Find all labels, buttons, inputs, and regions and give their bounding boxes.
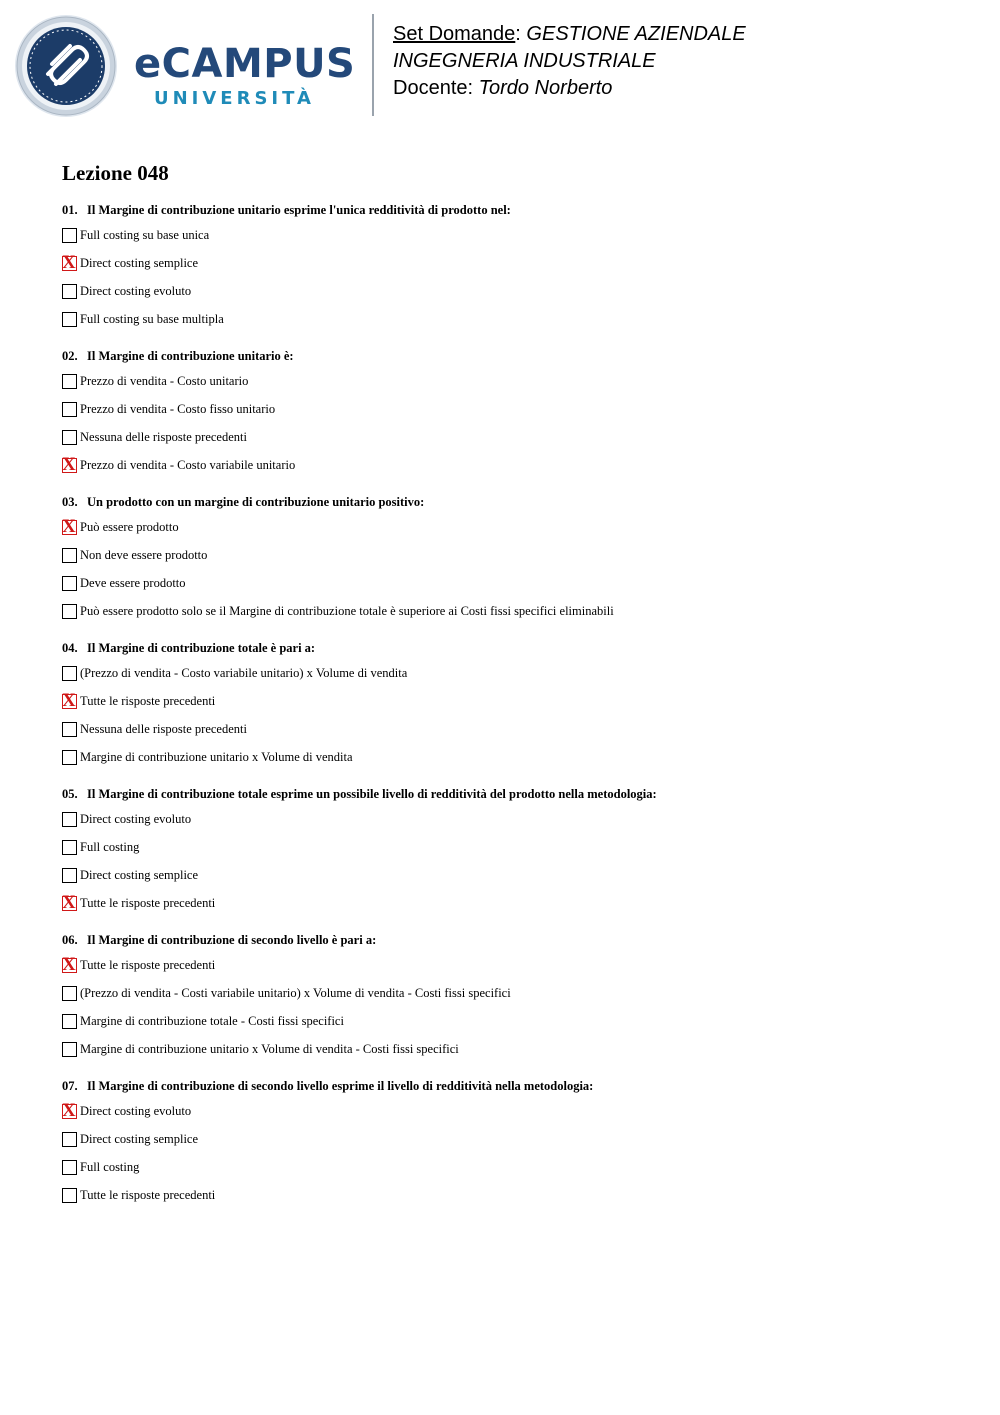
checkbox[interactable] xyxy=(62,604,77,619)
checkbox[interactable] xyxy=(62,548,77,563)
question-5 xyxy=(62,784,962,917)
answer-option[interactable] xyxy=(62,1097,962,1125)
answer-label: Tutte le risposte precedenti xyxy=(80,1187,216,1202)
answer-label: Full costing su base unica xyxy=(80,227,210,242)
checked-checkbox[interactable] xyxy=(62,251,77,273)
teacher-name: Tordo Norberto xyxy=(478,77,613,99)
checked-checkbox[interactable] xyxy=(62,515,77,537)
ecampus-seal-logo xyxy=(14,14,118,118)
checkbox[interactable] xyxy=(62,812,77,827)
checked-checkbox[interactable] xyxy=(62,891,77,913)
answer-label: Full costing xyxy=(80,1159,140,1174)
question-text xyxy=(62,930,962,951)
answer-label: Può essere prodotto xyxy=(80,519,179,534)
answer-option[interactable] xyxy=(62,249,962,277)
answer-option[interactable] xyxy=(62,715,962,743)
checked-checkbox[interactable] xyxy=(62,953,77,975)
answer-option[interactable] xyxy=(62,597,962,625)
answer-option[interactable] xyxy=(62,221,962,249)
question-3 xyxy=(62,492,962,625)
answer-label: Full costing su base multipla xyxy=(80,311,224,326)
x-mark-icon: X xyxy=(62,251,76,273)
answer-label: Full costing xyxy=(80,839,140,854)
course-line xyxy=(393,48,656,75)
checkbox[interactable] xyxy=(62,722,77,737)
set-line: Set Domande: GESTIONE AZIENDALE xyxy=(393,23,746,45)
answer-label: Prezzo di vendita - Costo fisso unitario xyxy=(80,401,276,416)
question-number: 04. xyxy=(62,641,78,655)
answer-option[interactable] xyxy=(62,805,962,833)
answer-label: Tutte le risposte precedenti xyxy=(80,957,216,972)
answer-label: Direct costing semplice xyxy=(80,1131,199,1146)
checkbox[interactable] xyxy=(62,1188,77,1203)
question-label: Il Margine di contribuzione totale è pari a: xyxy=(87,641,316,655)
question-2 xyxy=(62,346,962,479)
question-label: Un prodotto con un margine di contribuzione unitario positivo: xyxy=(87,495,425,509)
answer-option[interactable] xyxy=(62,743,962,771)
answer-label: Nessuna delle risposte precedenti xyxy=(80,721,247,736)
answer-label: Direct costing evoluto xyxy=(80,811,192,826)
answer-label: (Prezzo di vendita - Costi variabile unitario) x Volume di vendita - Costi fissi specifici xyxy=(80,985,511,1000)
question-text xyxy=(62,784,962,805)
checked-checkbox[interactable] xyxy=(62,689,77,711)
question-1 xyxy=(62,200,962,333)
x-mark-icon: X xyxy=(62,453,76,475)
question-7 xyxy=(62,1076,962,1209)
checkbox[interactable] xyxy=(62,840,77,855)
question-label: Il Margine di contribuzione di secondo livello esprime il livello di redditività nella metodologia: xyxy=(87,1079,594,1093)
lesson-title: Lezione 048 xyxy=(62,161,169,185)
answer-option[interactable] xyxy=(62,277,962,305)
checkbox[interactable] xyxy=(62,1160,77,1175)
answer-option[interactable] xyxy=(62,861,962,889)
answer-option[interactable] xyxy=(62,889,962,917)
answer-label: Direct costing semplice xyxy=(80,867,199,882)
answer-option[interactable] xyxy=(62,833,962,861)
question-label: Il Margine di contribuzione totale esprime un possibile livello di redditività del prodotto nella metodologia: xyxy=(87,787,657,801)
checkbox[interactable] xyxy=(62,1042,77,1057)
question-label: Il Margine di contribuzione unitario esprime l'unica redditività di prodotto nel: xyxy=(87,203,511,217)
answer-option[interactable] xyxy=(62,1125,962,1153)
answer-option[interactable] xyxy=(62,541,962,569)
checkbox[interactable] xyxy=(62,750,77,765)
answer-option[interactable] xyxy=(62,367,962,395)
answer-option[interactable] xyxy=(62,1181,962,1209)
checkbox[interactable] xyxy=(62,284,77,299)
question-text xyxy=(62,638,962,659)
question-number: 06. xyxy=(62,933,78,947)
question-number: 02. xyxy=(62,349,78,363)
brand-subtitle: UNIVERSITÀ xyxy=(154,88,315,109)
question-text xyxy=(62,1076,962,1097)
answer-label: Deve essere prodotto xyxy=(80,575,186,590)
answer-option[interactable] xyxy=(62,1007,962,1035)
checkbox[interactable] xyxy=(62,402,77,417)
x-mark-icon: X xyxy=(62,1099,76,1121)
checkbox[interactable] xyxy=(62,312,77,327)
x-mark-icon: X xyxy=(62,515,76,537)
answer-option[interactable] xyxy=(62,569,962,597)
answer-label: Nessuna delle risposte precedenti xyxy=(80,429,247,444)
answer-option[interactable] xyxy=(62,1035,962,1063)
answer-label: Prezzo di vendita - Costo variabile unitario xyxy=(80,457,296,472)
x-mark-icon: X xyxy=(62,689,76,711)
checkbox[interactable] xyxy=(62,666,77,681)
checkbox[interactable] xyxy=(62,868,77,883)
answer-option[interactable] xyxy=(62,687,962,715)
checkbox[interactable] xyxy=(62,1014,77,1029)
answer-option[interactable] xyxy=(62,305,962,333)
question-list xyxy=(62,200,962,1222)
question-text xyxy=(62,346,962,367)
checkbox[interactable] xyxy=(62,986,77,1001)
x-mark-icon: X xyxy=(62,891,76,913)
answer-label: Può essere prodotto solo se il Margine di contribuzione totale è superiore ai Costi fissi specifici eliminabili xyxy=(80,603,614,618)
answer-option[interactable] xyxy=(62,951,962,979)
set-value-1: GESTIONE AZIENDALE xyxy=(526,23,746,45)
brand-name: eCAMPUS xyxy=(134,41,356,87)
checkbox[interactable] xyxy=(62,228,77,243)
question-label: Il Margine di contribuzione unitario è: xyxy=(87,349,294,363)
answer-option[interactable] xyxy=(62,451,962,479)
answer-option[interactable] xyxy=(62,659,962,687)
answer-label: Tutte le risposte precedenti xyxy=(80,895,216,910)
checked-checkbox[interactable] xyxy=(62,453,77,475)
answer-option[interactable] xyxy=(62,423,962,451)
answer-label: Non deve essere prodotto xyxy=(80,547,208,562)
question-number: 01. xyxy=(62,203,78,217)
set-value-2: INGEGNERIA INDUSTRIALE xyxy=(393,50,656,72)
answer-label: Prezzo di vendita - Costo unitario xyxy=(80,373,249,388)
question-4 xyxy=(62,638,962,771)
answer-label: Margine di contribuzione unitario x Volume di vendita - Costi fissi specifici xyxy=(80,1041,459,1056)
ecampus-wordmark xyxy=(134,40,356,114)
question-text xyxy=(62,200,962,221)
question-number: 05. xyxy=(62,787,78,801)
answer-label: Margine di contribuzione unitario x Volume di vendita xyxy=(80,749,353,764)
question-text xyxy=(62,492,962,513)
question-number: 03. xyxy=(62,495,78,509)
answer-label: (Prezzo di vendita - Costo variabile unitario) x Volume di vendita xyxy=(80,665,408,680)
set-label: Set Domande xyxy=(393,23,516,45)
checkbox[interactable] xyxy=(62,576,77,591)
answer-label: Direct costing evoluto xyxy=(80,1103,192,1118)
answer-option[interactable] xyxy=(62,1153,962,1181)
teacher-label: Docente xyxy=(393,77,468,99)
checked-checkbox[interactable] xyxy=(62,1099,77,1121)
answer-label: Tutte le risposte precedenti xyxy=(80,693,216,708)
answer-option[interactable] xyxy=(62,979,962,1007)
checkbox[interactable] xyxy=(62,430,77,445)
header-divider xyxy=(372,14,374,116)
question-6 xyxy=(62,930,962,1063)
answer-option[interactable] xyxy=(62,395,962,423)
answer-option[interactable] xyxy=(62,513,962,541)
question-number: 07. xyxy=(62,1079,78,1093)
checkbox[interactable] xyxy=(62,374,77,389)
answer-label: Margine di contribuzione totale - Costi fissi specifici xyxy=(80,1013,344,1028)
x-mark-icon: X xyxy=(62,953,76,975)
answer-label: Direct costing evoluto xyxy=(80,283,192,298)
answer-label: Direct costing semplice xyxy=(80,255,199,270)
checkbox[interactable] xyxy=(62,1132,77,1147)
question-label: Il Margine di contribuzione di secondo livello è pari a: xyxy=(87,933,377,947)
teacher-line: Docente: Tordo Norberto xyxy=(393,77,613,99)
